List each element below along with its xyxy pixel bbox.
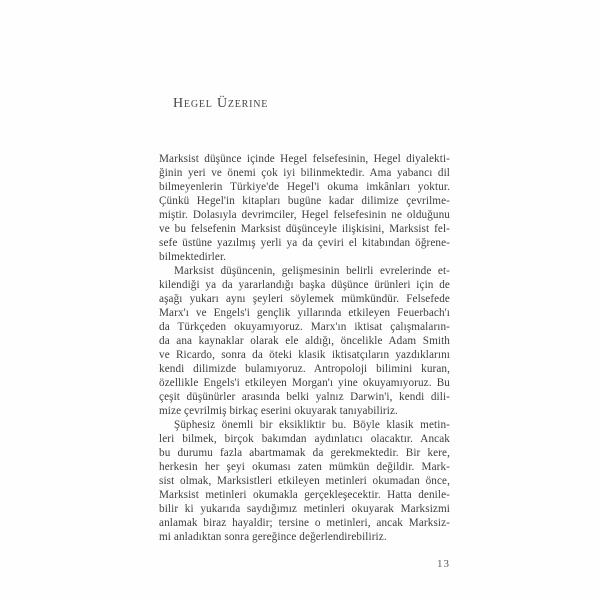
text-line: Marx'ı ve Engels'i gençlik yıllarında etkileyen Feuerbach'ı bbox=[159, 307, 450, 319]
text-line: miştir. Dolasıyla devrimciler, Hegel felsefesinin ne olduğunu bbox=[159, 209, 450, 221]
text-line: mize çevrilmiş birkaç eserini okuyarak tanıyabiliriz. bbox=[159, 405, 398, 417]
text-line: aşağı yukarı aynı şeyleri söylemek mümkündür. Felsefede bbox=[159, 293, 450, 305]
text-line: Marksist metinleri okumakla gerçekleşecektir. Hatta denile- bbox=[159, 489, 450, 501]
text-line: bilir ki yukarıda saydığımız metinleri okuyarak Marksizmi bbox=[159, 503, 450, 515]
text-line: herkesin her şeyi okuması zaten mümkün değildir. Mark- bbox=[159, 461, 450, 473]
text-line: bilmektedirler. bbox=[159, 251, 227, 263]
text-line: sist olmak, Marksistleri etkileyen metinleri okumadan önce, bbox=[159, 475, 450, 487]
paragraph bbox=[159, 264, 450, 418]
text-line: Çünkü Hegel'in kitapları bugüne kadar dilimize çevrilme- bbox=[159, 195, 450, 207]
text-line: ve bu felsefenin Marksist düşünceyle ilişkisini, Marksist fel- bbox=[159, 223, 450, 235]
text-line: Marksist düşünce içinde Hegel felsefesinin, Hegel diyalekti- bbox=[159, 153, 450, 165]
text-line: sefe üstüne yazılmış yerli ya da çeviri el kitabından öğrene- bbox=[159, 237, 450, 249]
text-line: da ana kaynaklar olarak ele aldığı, öncelikle Adam Smith bbox=[159, 335, 450, 347]
text-line: Şüphesiz önemli bir eksikliktir bu. Böyle klasik metin- bbox=[174, 419, 450, 431]
text-line: ve Ricardo, sonra da öteki klasik iktisatçıların yazdıklarını bbox=[159, 349, 450, 361]
text-line: ğinin yeri ve önemi çok iyi bilinmektedir. Ama yabancı dil bbox=[159, 167, 450, 179]
text-line: leri bilmek, birçok bakımdan aydınlatıcı olacaktır. Ancak bbox=[159, 433, 450, 445]
text-line: özellikle Engels'i etkileyen Morgan'ı yine okuyamıyoruz. Bu bbox=[159, 377, 450, 389]
text-line: çeşit düşünürler arasında belki yalnız Darwin'i, kendi dili- bbox=[159, 391, 450, 403]
text-line: kendi dilimizde bulamıyoruz. Antropoloji bilimini kuran, bbox=[159, 363, 450, 375]
paragraph bbox=[159, 418, 450, 544]
text-line: bilmeyenlerin Türkiye'de Hegel'i okuma imkânları yoktur. bbox=[159, 181, 450, 193]
text-line: anlamak biraz hayaldir; tersine o metinleri, ancak Marksiz- bbox=[159, 517, 450, 529]
text-line: Marksist düşüncenin, gelişmesinin belirli evrelerinde et- bbox=[174, 265, 450, 277]
text-line: da Türkçeden okuyamıyoruz. Marx'ın iktisat çalışmaların- bbox=[159, 321, 450, 333]
body-text bbox=[159, 152, 450, 544]
page-number: 13 bbox=[437, 558, 450, 570]
text-line: bu durumu fazla abartmamak da gerekmektedir. Bir kere, bbox=[159, 447, 450, 459]
chapter-title: Hegel Üzerine bbox=[173, 96, 269, 111]
paragraph bbox=[159, 152, 450, 264]
text-line: kilendiği ya da yararlandığı başka düşünce ürünleri için de bbox=[159, 279, 450, 291]
text-line: mi anladıktan sonra gereğince değerlendirebiliriz. bbox=[159, 531, 387, 543]
